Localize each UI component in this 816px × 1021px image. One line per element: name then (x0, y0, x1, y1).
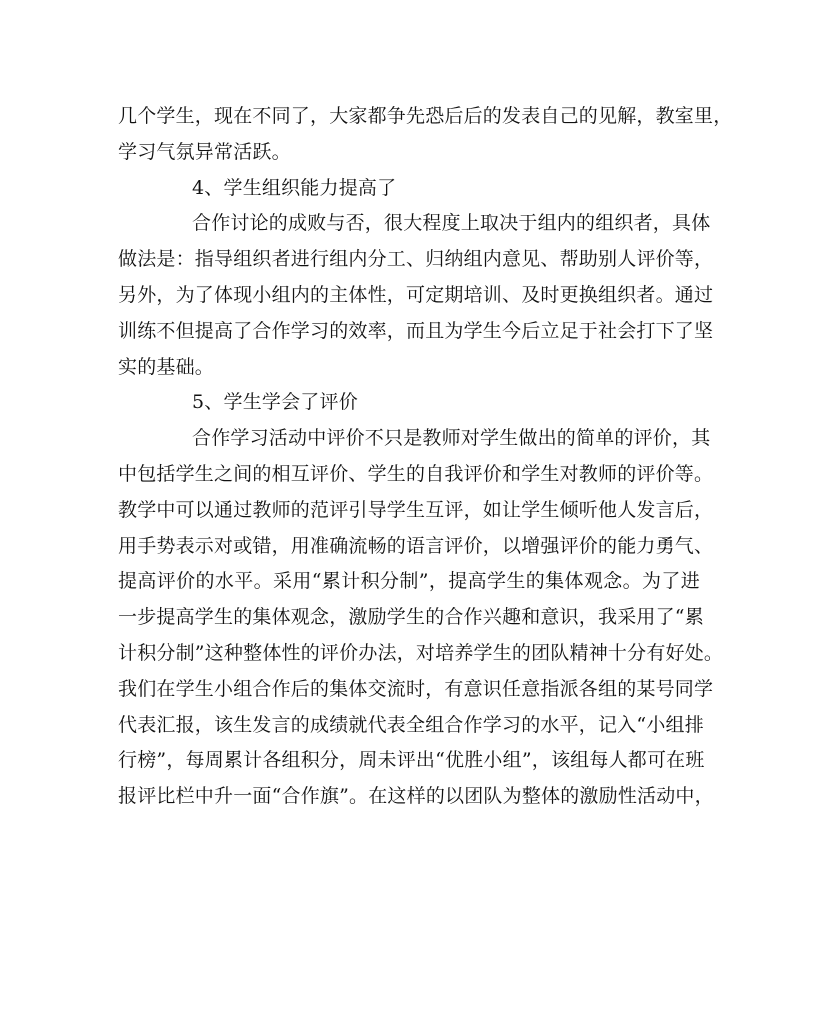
text-line: 合作讨论的成败与否，很大程度上取决于组内的组织者，具体 (192, 212, 711, 235)
text-line: 训练不但提高了合作学习的效率，而且为学生今后立足于社会打下了坚 (118, 319, 714, 342)
text-line: 代表汇报，该生发言的成绩就代表全组合作学习的水平，记入“小组排 (118, 713, 704, 736)
text-line: 中包括学生之间的相互评价、学生的自我评价和学生对教师的评价等。 (118, 462, 714, 485)
text-line: 一步提高学生的集体观念，激励学生的合作兴趣和意识，我采用了“累 (118, 606, 704, 629)
section-heading: 4、学生组织能力提高了 (192, 176, 397, 199)
text-line: 提高评价的水平。采用“累计积分制”，提高学生的集体观念。为了进 (118, 570, 700, 593)
text-line: 计积分制”这种整体性的评价办法，对培养学生的团队精神十分有好处。 (118, 641, 724, 664)
text-line: 教学中可以通过教师的范评引导学生互评，如让学生倾听他人发言后， (118, 498, 714, 521)
text-line: 合作学习活动中评价不只是教师对学生做出的简单的评价，其 (192, 427, 711, 450)
text-line: 实的基础。 (118, 355, 215, 378)
text-line: 报评比栏中升一面“合作旗”。在这样的以团队为整体的激励性活动中， (118, 785, 714, 808)
text-line: 行榜”，每周累计各组积分，周未评出“优胜小组”，该组每人都可在班 (118, 749, 705, 772)
text-line: 用手势表示对或错，用准确流畅的语言评价，以增强评价的能力勇气、 (118, 534, 714, 557)
text-line: 做法是：指导组织者进行组内分工、归纳组内意见、帮助别人评价等， (118, 248, 714, 271)
text-line: 几个学生，现在不同了，大家都争先恐后后的发表自己的见解，教室里， (118, 105, 733, 127)
section-heading: 5、学生学会了评价 (192, 391, 358, 414)
text-line: 我们在学生小组合作后的集体交流时，有意识任意指派各组的某号同学 (118, 677, 714, 700)
text-line: 另外，为了体现小组内的主体性，可定期培训、及时更换组织者。通过 (118, 283, 714, 306)
body-text (118, 99, 733, 815)
text-line: 学习气氛异常活跃。 (118, 140, 291, 163)
